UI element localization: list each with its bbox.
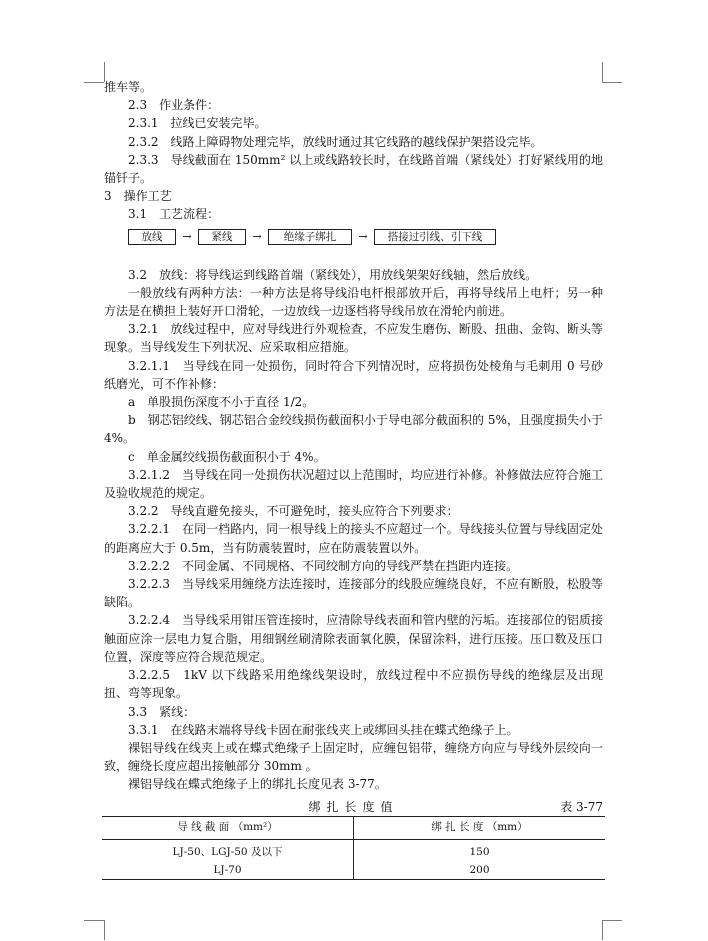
paragraph: 3.3 紧线： [128, 704, 196, 719]
arrow-right-icon: → [182, 229, 192, 243]
paragraph: 推车等。 [104, 80, 153, 94]
page-body [104, 78, 603, 880]
paragraph: 3.1 工艺流程： [128, 207, 220, 222]
paragraph: 2.3 作业条件： [128, 98, 220, 113]
crop-mark-bl-v [104, 920, 105, 940]
table-caption [104, 796, 603, 816]
paragraph: 3.2.2 导线直避免接头，不可避免时，接头应符合下列要求： [128, 504, 459, 519]
table-row [102, 839, 605, 861]
paragraph: a 单股损伤深度不小于直径 1/2。 [128, 395, 315, 410]
crop-mark-tr-h [602, 82, 622, 83]
paragraph: 裸铝导线在蝶式绝缘子上的绑扎长度见表 3-77。 [128, 777, 387, 792]
arrow-right-icon: → [252, 229, 262, 243]
flow-step-box: 放线 [128, 229, 176, 245]
process-flow [128, 226, 603, 248]
table-cell: LJ-70 [102, 861, 354, 880]
paragraph: 3.2.2.4 当导线采用钳压管连接时，应清除导线表面和管内壁的污垢。连接部位的铝质接触面应涂一层电力复合脂，用细钢丝刷清除表面氧化膜，保留涂料，进行压接。压口数及压口位置，深度等应符合规范规定。 [104, 613, 603, 664]
paragraph: 2.3.1 拉线已安装完毕。 [128, 116, 267, 131]
paragraph: 3.2.2.5 1kV 以下线路采用绝缘线架设时，放线过程中不应损伤导线的绝缘层及出现扭、弯等现象。 [104, 668, 603, 701]
crop-mark-br-v [602, 920, 603, 940]
section-heading: 3 操作工艺 [104, 189, 172, 204]
paragraph: 3.2.2.2 不同金属、不同规格、不同绞制方向的导线严禁在挡距内连接。 [128, 558, 518, 573]
binding-length-table [102, 816, 605, 880]
paragraph: 3.2.1.2 当导线在同一处损伤状况超过以上范围时，均应进行补修。补修做法应符合施工及验收规范的规定。 [104, 467, 603, 501]
paragraph: 3.2 放线：将导线运到线路首端（紧线处），用放线架架好线轴，然后放线。 [128, 267, 538, 282]
table-title: 绑扎长度值 [308, 799, 399, 814]
crop-mark-br-h [602, 920, 622, 921]
column-header: 绑 扎 长 度 （mm） [354, 816, 606, 839]
crop-mark-tl-h [84, 82, 104, 83]
table-number: 表 3-77 [560, 799, 603, 814]
table-row [102, 861, 605, 880]
paragraph: 裸铝导线在线夹上或在蝶式绝缘子上固定时，应缠包铝带，缠绕方向应与导线外层绞向一致，缠绕长度应超出接触部分 30mm 。 [104, 740, 603, 774]
arrow-right-icon: → [358, 229, 368, 243]
crop-mark-bl-h [84, 920, 104, 921]
paragraph: 3.3.1 在线路末端将导线卡固在耐张线夹上或绑回头挂在蝶式绝缘子上。 [128, 722, 519, 737]
flow-step-box: 搭接过引线、引下线 [374, 229, 496, 245]
table-cell: 200 [354, 861, 606, 880]
paragraph: b 钢芯铝绞线、钢芯铝合金绞线损伤截面积小于导电部分截面积的 5%，且强度损失小于 4%。 [104, 413, 603, 446]
paragraph: 3.2.1 放线过程中，应对导线进行外观检查，不应发生磨伤、断股、扭曲、金钩、断头等现象。当导线发生下列状况、应采取相应措施。 [104, 322, 603, 355]
body-paragraphs [104, 266, 603, 794]
paragraph: 一般放线有两种方法：一种方法是将导线沿电杆根部放开后，再将导线吊上电杆；另一种方法是在横担上装好开口滑轮，一边放线一边逐档将导线吊放在滑轮内前进。 [104, 285, 603, 319]
paragraph: 3.2.1.1 当导线在同一处损伤，同时符合下列情况时，应将损伤处棱角与毛刺用 0 号砂纸磨光，可不作补修： [104, 358, 603, 391]
flow-step-box: 绝缘子绑扎 [268, 229, 352, 245]
paragraph: c 单金属绞线损伤截面积小于 4%。 [128, 449, 326, 464]
table-cell: 150 [469, 845, 490, 858]
flow-step-box: 紧线 [198, 229, 246, 245]
paragraph: 2.3.2 线路上障碍物处理完毕，放线时通过其它线路的越线保护架搭设完毕。 [128, 134, 543, 149]
paragraph: 3.2.2.3 当导线采用缠绕方法连接时，连接部分的线股应缠绕良好，不应有断股，松股等缺陷。 [104, 577, 603, 610]
paragraph: 3.2.2.1 在同一档路内，同一根导线上的接头不应超过一个。导线接头位置与导线固定处的距离应大于 0.5m，当有防震装置时，应在防震装置以外。 [104, 522, 603, 555]
paragraph: 2.3.3 导线截面在 150mm² 以上或线路较长时，在线路首端（紧线处）打好紧线用的地锚钎子。 [104, 152, 603, 186]
table-cell: LJ-50、LGJ-50 及以下 [102, 839, 354, 861]
column-header: 导 线 截 面 （mm²） [102, 816, 354, 839]
table-header-row [102, 816, 605, 839]
